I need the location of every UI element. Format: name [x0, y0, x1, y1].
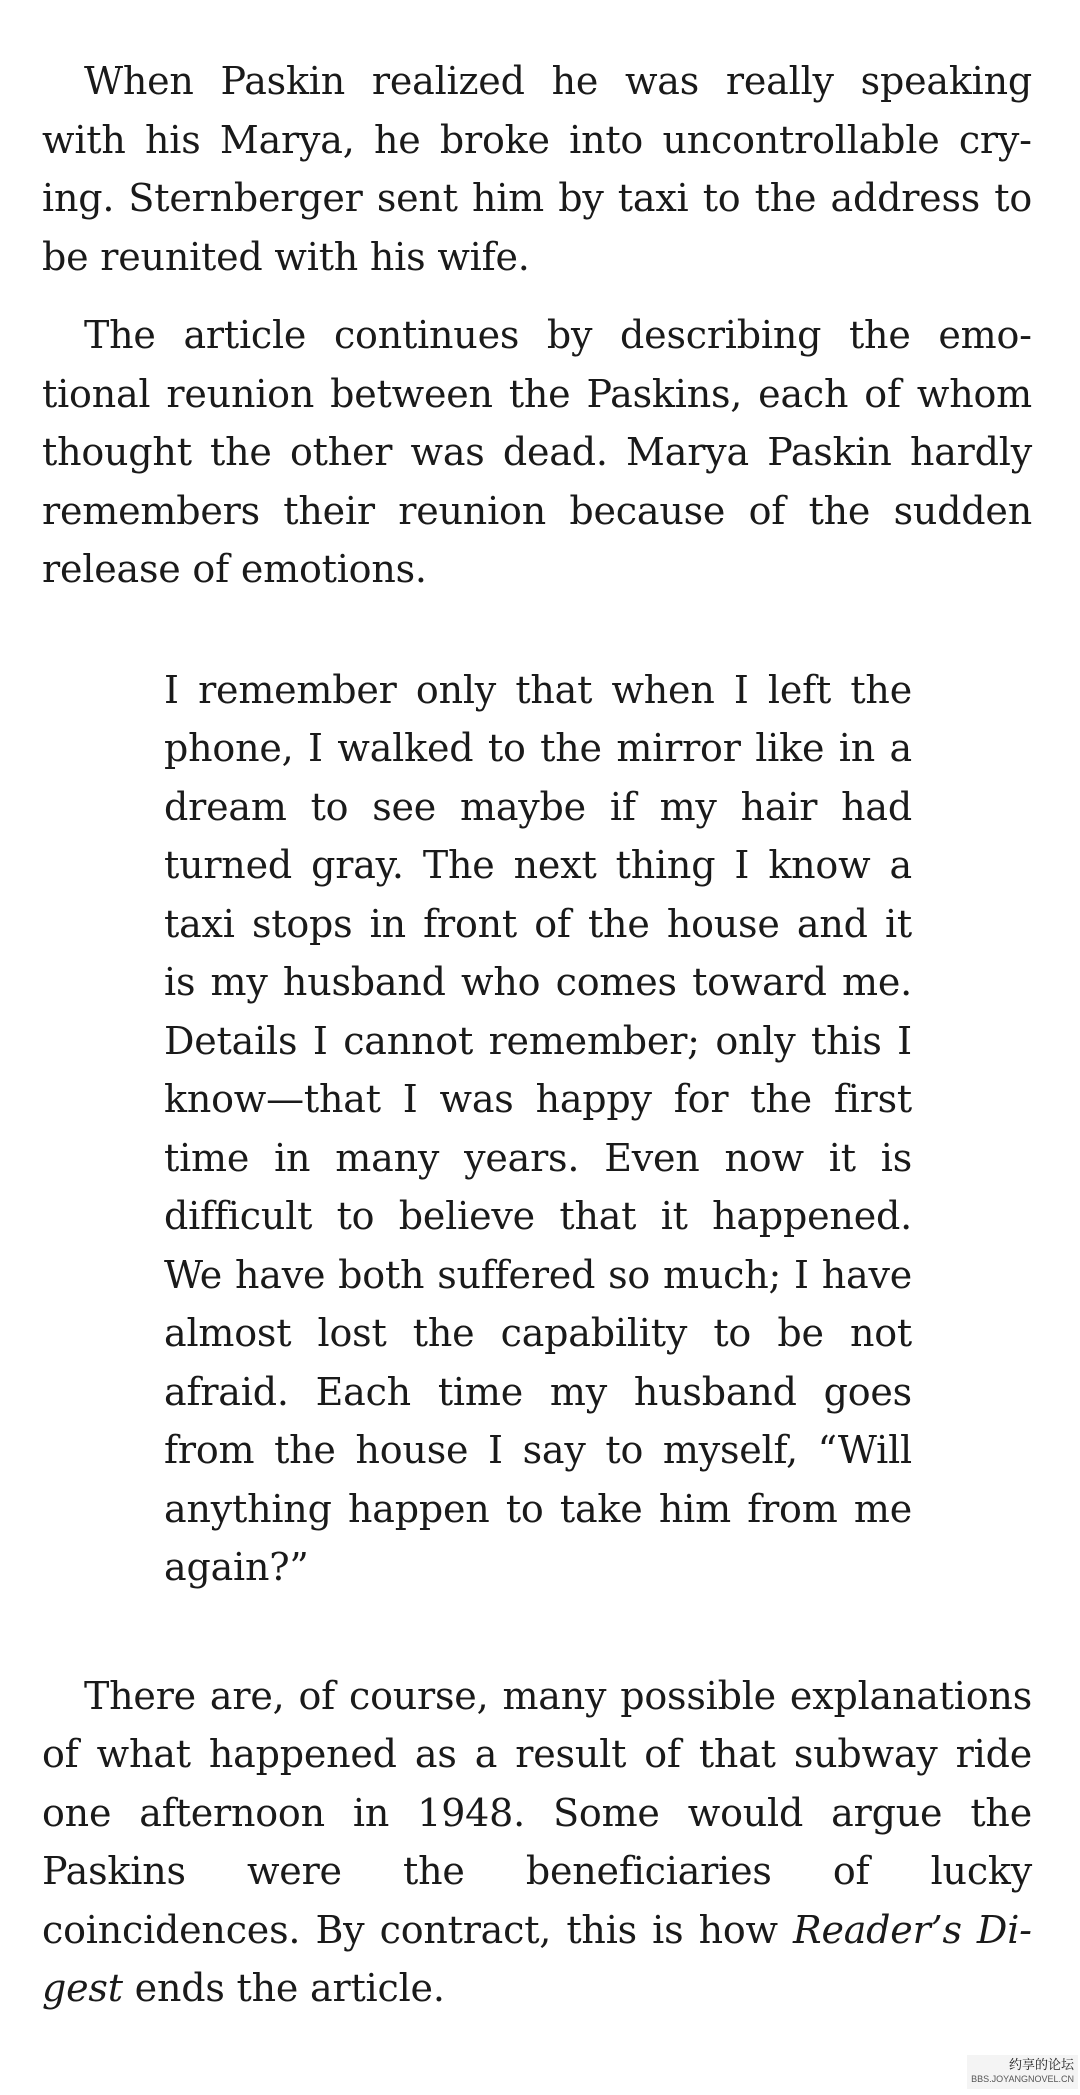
block-quote: I remember only that when I left the phone, I walked to the mirror like in a dream to see maybe if my hair had turned gray. The next thing I know a taxi stops in front of the house and it is my husband who comes toward me. Details I cannot remember; only this I know—that I was happy for the first time in many years. Even now it is difficult to believe that it happened. We have both suffered so much; I have almost lost the capability to be not afraid. Each time my husband goes from the house I say to myself, “Will anything happen to take him from me again?”: [164, 667, 912, 1589]
paragraph-3: [42, 1667, 1032, 2018]
watermark-line-1: 约享的论坛: [1008, 2057, 1074, 2072]
paragraph-3-text-start: There are, of course, many possible explanations of what happened as a result of that subway ride one afternoon in 1948. Some would argue the Paskins were the beneficiaries of lucky coincidences. By contract, this is how: [42, 1673, 1032, 1952]
paragraph-2: The article continues by describing the emotional reunion between the Paskins, each of whom thought the other was dead. Marya Paskin hardly remembers their reunion because of the sudden release of emotions.: [42, 313, 1032, 591]
paragraph-3-text-end: ends the article.: [122, 1966, 445, 2010]
paragraph-1: When Paskin realized he was really speaking with his Marya, he broke into uncontrollable crying. Sternberger sent him by taxi to the address to be reunited with his wife.: [42, 59, 1032, 279]
publication-title: Reader’s Digest: [42, 1907, 1032, 2010]
book-page: [42, 52, 1032, 2018]
watermark-line-2: BBS.JOYANGNOVEL.CN: [971, 2074, 1074, 2084]
watermark: [967, 2055, 1078, 2089]
